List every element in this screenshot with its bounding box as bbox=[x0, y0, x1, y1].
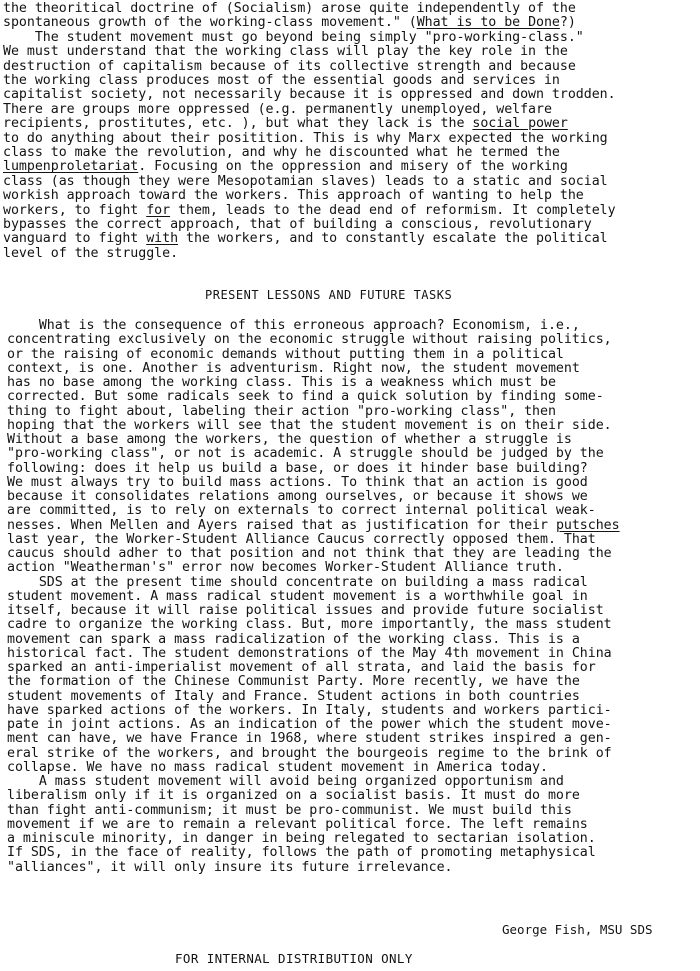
text-line bbox=[3, 2, 576, 16]
text-segment: corrected. But some radicals seek to find a quick solution by finding some- bbox=[7, 389, 604, 405]
text-segment: If SDS, in the face of reality, follows the path of promoting metaphysical bbox=[7, 845, 596, 861]
text-segment: capitalist society, not necessarily because it is oppressed and down trodden. bbox=[3, 87, 616, 103]
underlined-phrase: social power bbox=[472, 116, 568, 132]
text-segment: nesses. When Mellen and Ayers raised that as justification for their bbox=[7, 517, 556, 533]
text-line bbox=[7, 390, 604, 404]
text-line bbox=[3, 88, 616, 102]
text-line bbox=[7, 433, 572, 447]
text-segment: the workers, and to constantly escalate the political bbox=[178, 231, 608, 247]
text-segment: There are groups more oppressed (e.g. permanently unemployed, welfare bbox=[3, 101, 552, 117]
underlined-phrase: for bbox=[146, 202, 171, 218]
text-segment: following: does it help us build a base, or does it hinder base building? bbox=[7, 460, 588, 476]
text-line bbox=[7, 732, 612, 746]
text-segment: the working class produces most of the essential goods and services in bbox=[3, 73, 560, 88]
text-line bbox=[7, 704, 612, 718]
text-line bbox=[3, 146, 560, 160]
text-line bbox=[3, 74, 560, 88]
text-line bbox=[7, 333, 612, 347]
text-line bbox=[3, 16, 576, 30]
text-line bbox=[3, 45, 568, 59]
text-segment: are committed, is to rely on externals to correct internal political weak- bbox=[7, 503, 596, 519]
text-line bbox=[7, 561, 564, 575]
text-segment: eral strike of the workers, and brought the bourgeois regime to the brink of bbox=[7, 745, 612, 761]
text-segment: last year, the Worker-Student Alliance Caucus correctly opposed them. That bbox=[7, 531, 596, 547]
text-segment: collapse. We have no mass radical student movement in America today. bbox=[7, 759, 548, 775]
text-line bbox=[7, 861, 453, 875]
text-segment: thing to fight about, labeling their action "pro-working class", then bbox=[7, 403, 556, 419]
text-segment: class (as though they were Mesopotamian slaves) leads to a static and social bbox=[3, 173, 608, 189]
text-line bbox=[7, 533, 596, 547]
text-line bbox=[3, 132, 608, 146]
text-segment: A mass student movement will avoid being organized opportunism and bbox=[7, 774, 564, 789]
text-segment: caucus should adher to that position and not think that they are leading the bbox=[7, 546, 612, 561]
text-line bbox=[3, 175, 608, 189]
text-line bbox=[7, 476, 588, 490]
text-segment: The student movement must go beyond being simply "pro-working-class." bbox=[3, 29, 584, 45]
text-segment: liberalism only if it is organized on a socialist basis. It must do more bbox=[7, 788, 580, 804]
text-segment: "pro-working class", or not is academic. A struggle should be judged by the bbox=[7, 446, 604, 462]
text-line bbox=[7, 618, 612, 632]
text-line bbox=[7, 846, 596, 860]
text-segment: class to make the revolution, and why he discounted what he termed the bbox=[3, 145, 560, 160]
text-line bbox=[3, 247, 178, 261]
text-segment: pate in joint actions. As an indication of the power which the student move- bbox=[7, 717, 612, 732]
text-segment: student movements of Italy and France. Student actions in both countries bbox=[7, 688, 580, 704]
text-segment: We must understand that the working class will play the key role in the bbox=[3, 44, 568, 60]
text-line bbox=[7, 661, 596, 675]
text-line bbox=[7, 690, 580, 704]
text-line bbox=[3, 117, 568, 131]
text-segment: the theoritical doctrine of (Socialism) arose quite independently of the bbox=[3, 1, 576, 16]
text-line bbox=[7, 447, 604, 461]
distribution-footer: FOR INTERNAL DISTRIBUTION ONLY bbox=[175, 951, 413, 966]
section-heading: PRESENT LESSONS AND FUTURE TASKS bbox=[205, 288, 453, 302]
text-line bbox=[7, 547, 612, 561]
author-signature: George Fish, MSU SDS bbox=[502, 922, 653, 937]
text-segment: because it consolidates relations among ourselves, or because it shows we bbox=[7, 489, 588, 504]
text-line bbox=[7, 319, 580, 333]
text-segment: SDS at the present time should concentrate on building a mass radical bbox=[7, 574, 588, 590]
text-segment: Without a base among the workers, the question of whether a struggle is bbox=[7, 432, 572, 447]
text-segment: action "Weatherman's" error now becomes Worker-Student Alliance truth. bbox=[7, 560, 564, 576]
text-segment: has no base among the working class. This is a weakness which must be bbox=[7, 375, 556, 390]
text-line bbox=[7, 376, 556, 390]
text-line bbox=[7, 462, 588, 476]
text-segment: workish approach toward the workers. This approach of wanting to help the bbox=[3, 188, 584, 204]
text-line bbox=[7, 576, 588, 590]
text-segment: movement if we are to remain a relevant political force. The left remains bbox=[7, 816, 588, 832]
text-line bbox=[7, 775, 564, 789]
text-line bbox=[3, 218, 592, 232]
text-line bbox=[3, 160, 568, 174]
text-line bbox=[3, 232, 608, 246]
text-line bbox=[7, 789, 580, 803]
text-segment: hoping that the workers will see that the student movement is on their side. bbox=[7, 417, 612, 433]
text-line bbox=[7, 647, 612, 661]
text-segment: What is the consequence of this erroneous approach? Economism, i.e., bbox=[7, 318, 580, 333]
text-line bbox=[7, 718, 612, 732]
text-line bbox=[3, 60, 576, 74]
text-segment: or the raising of economic demands without putting them in a political bbox=[7, 346, 564, 362]
text-line bbox=[7, 747, 612, 761]
text-segment: movement can spark a mass radicalization of the working class. This is a bbox=[7, 631, 580, 647]
text-line bbox=[7, 761, 548, 775]
text-line bbox=[7, 675, 580, 689]
text-line bbox=[3, 189, 584, 203]
text-line bbox=[7, 633, 580, 647]
text-segment: a miniscule minority, in danger in being relegated to sectarian isolation. bbox=[7, 831, 596, 846]
text-segment: concentrating exclusively on the economic struggle without raising politics, bbox=[7, 332, 612, 348]
text-segment: than fight anti-communism; it must be pro-communist. We must build this bbox=[7, 802, 572, 818]
text-segment: bypasses the correct approach, that of building a conscious, revolutionary bbox=[3, 217, 592, 232]
text-segment: the formation of the Chinese Communist Party. More recently, we have the bbox=[7, 674, 580, 690]
text-segment: them, leads to the dead end of reformism. It completely bbox=[170, 202, 616, 218]
text-segment: ment can have, we have France in 1968, where student strikes inspired a gen- bbox=[7, 731, 612, 747]
text-line bbox=[7, 519, 620, 533]
text-line bbox=[7, 405, 556, 419]
text-segment: recipients, prostitutes, etc. ), but what they lack is the bbox=[3, 116, 473, 132]
text-segment: spontaneous growth of the working-class movement." ( bbox=[3, 15, 417, 31]
text-segment: historical fact. The student demonstrations of the May 4th movement in China bbox=[7, 645, 612, 661]
text-segment: We must always try to build mass actions. To think that an action is good bbox=[7, 474, 588, 490]
text-line bbox=[3, 103, 552, 117]
text-segment: level of the struggle. bbox=[3, 245, 179, 261]
text-line bbox=[3, 31, 584, 45]
text-line bbox=[7, 818, 588, 832]
underlined-phrase: putsches bbox=[555, 517, 620, 533]
text-segment: sparked an anti-imperialist movement of all strata, and laid the basis for bbox=[7, 660, 596, 675]
underlined-phrase: with bbox=[146, 231, 179, 247]
text-line bbox=[7, 504, 596, 518]
text-line bbox=[7, 804, 572, 818]
text-segment: ?) bbox=[559, 15, 576, 31]
text-segment: student movement. A mass radical student movement is a worthwhile goal in bbox=[7, 588, 588, 604]
text-line bbox=[7, 490, 588, 504]
text-segment: "alliances", it will only insure its future irrelevance. bbox=[7, 859, 453, 875]
text-segment: vanguard to fight bbox=[3, 231, 147, 247]
text-line bbox=[7, 590, 588, 604]
text-line bbox=[7, 362, 580, 376]
text-segment: . Focusing on the oppression and misery of the working bbox=[138, 159, 568, 175]
text-line bbox=[7, 832, 596, 846]
text-segment: context, is one. Another is adventurism. Right now, the student movement bbox=[7, 360, 580, 376]
text-line bbox=[7, 348, 564, 362]
underlined-phrase: What is to be Done bbox=[416, 15, 560, 31]
text-line bbox=[7, 604, 604, 618]
text-segment: workers, to fight bbox=[3, 202, 147, 218]
text-segment: destruction of capitalism because of its collective strength and because bbox=[3, 58, 576, 74]
underlined-phrase: lumpenproletariat bbox=[3, 159, 139, 175]
text-line bbox=[7, 419, 612, 433]
text-segment: cadre to organize the working class. But, more importantly, the mass student bbox=[7, 617, 612, 633]
text-line bbox=[3, 204, 616, 218]
text-segment: have sparked actions of the workers. In Italy, students and workers partici- bbox=[7, 702, 612, 718]
text-segment: to do anything about their positition. This is why Marx expected the working bbox=[3, 130, 608, 146]
text-segment: itself, because it will raise political issues and provide future socialist bbox=[7, 603, 604, 618]
